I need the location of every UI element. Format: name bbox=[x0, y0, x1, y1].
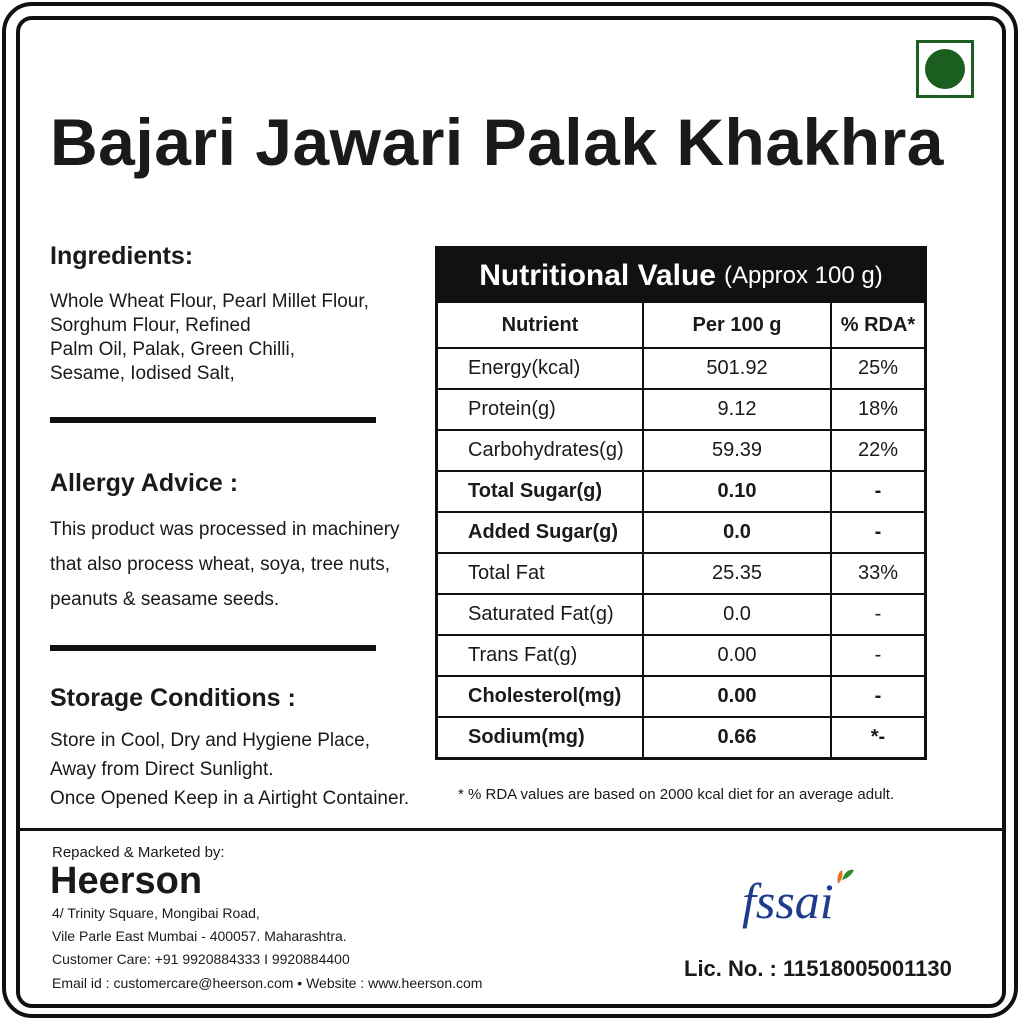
nutrition-title-note: (Approx 100 g) bbox=[723, 262, 883, 289]
table-row bbox=[438, 348, 924, 389]
contact-line: Email id : customercare@heerson.com • Website : www.heerson.com bbox=[52, 975, 483, 991]
nutrient-cell: Total Fat bbox=[438, 553, 643, 594]
ingredients-text bbox=[50, 290, 369, 386]
nutrient-cell: Cholesterol(mg) bbox=[438, 676, 643, 717]
fssai-wordmark: fssai bbox=[742, 873, 834, 929]
nutrition-grid bbox=[438, 303, 924, 757]
column-header-per100: Per 100 g bbox=[643, 303, 831, 348]
storage-line: Once Opened Keep in a Airtight Container. bbox=[50, 788, 410, 809]
rda-cell: - bbox=[831, 471, 924, 512]
ingredients-line: Palm Oil, Palak, Green Chilli, bbox=[50, 339, 295, 360]
allergy-text bbox=[50, 512, 400, 617]
footer-divider bbox=[18, 828, 1004, 831]
table-row bbox=[438, 430, 924, 471]
address-line: 4/ Trinity Square, Mongibai Road, bbox=[52, 905, 260, 921]
storage-line: Store in Cool, Dry and Hygiene Place, bbox=[50, 730, 370, 751]
ingredients-heading: Ingredients: bbox=[50, 242, 194, 270]
ingredients-line: Sorghum Flour, Refined bbox=[50, 315, 251, 336]
storage-heading: Storage Conditions : bbox=[50, 684, 296, 712]
table-row bbox=[438, 389, 924, 430]
fssai-flame-icon bbox=[838, 870, 843, 884]
veg-symbol-icon bbox=[916, 40, 974, 98]
per100-cell: 0.0 bbox=[643, 512, 831, 553]
table-row bbox=[438, 512, 924, 553]
nutrient-cell: Energy(kcal) bbox=[438, 348, 643, 389]
per100-cell: 9.12 bbox=[643, 389, 831, 430]
rda-cell: 25% bbox=[831, 348, 924, 389]
product-title: Bajari Jawari Palak Khakhra bbox=[50, 105, 944, 179]
table-header-row bbox=[438, 303, 924, 348]
section-divider bbox=[50, 417, 376, 423]
rda-cell: - bbox=[831, 512, 924, 553]
nutrient-cell: Trans Fat(g) bbox=[438, 635, 643, 676]
table-row bbox=[438, 717, 924, 757]
customer-care-line: Customer Care: +91 9920884333 I 9920884400 bbox=[52, 951, 350, 967]
allergy-line: This product was processed in machinery bbox=[50, 519, 400, 540]
nutrient-cell: Carbohydrates(g) bbox=[438, 430, 643, 471]
ingredients-line: Sesame, Iodised Salt, bbox=[50, 363, 235, 384]
nutrition-table bbox=[435, 246, 927, 760]
allergy-line: that also process wheat, soya, tree nuts, bbox=[50, 554, 391, 575]
rda-cell: - bbox=[831, 635, 924, 676]
table-row bbox=[438, 594, 924, 635]
per100-cell: 25.35 bbox=[643, 553, 831, 594]
fssai-logo bbox=[738, 866, 858, 930]
allergy-line: peanuts & seasame seeds. bbox=[50, 589, 280, 610]
per100-cell: 501.92 bbox=[643, 348, 831, 389]
per100-cell: 0.00 bbox=[643, 676, 831, 717]
company-name: Heerson bbox=[50, 860, 203, 902]
nutrition-header bbox=[438, 249, 924, 303]
rda-cell: 18% bbox=[831, 389, 924, 430]
column-header-nutrient: Nutrient bbox=[438, 303, 643, 348]
license-number: Lic. No. : 11518005001130 bbox=[684, 956, 952, 981]
ingredients-line: Whole Wheat Flour, Pearl Millet Flour, bbox=[50, 291, 369, 312]
storage-line: Away from Direct Sunlight. bbox=[50, 759, 274, 780]
nutrient-cell: Saturated Fat(g) bbox=[438, 594, 643, 635]
per100-cell: 0.10 bbox=[643, 471, 831, 512]
rda-cell: - bbox=[831, 594, 924, 635]
rda-cell: 33% bbox=[831, 553, 924, 594]
column-header-rda: % RDA* bbox=[831, 303, 924, 348]
per100-cell: 0.66 bbox=[643, 717, 831, 757]
veg-dot bbox=[925, 49, 965, 89]
rda-footnote: * % RDA values are based on 2000 kcal diet for an average adult. bbox=[458, 786, 895, 803]
nutrient-cell: Total Sugar(g) bbox=[438, 471, 643, 512]
per100-cell: 59.39 bbox=[643, 430, 831, 471]
storage-text bbox=[50, 726, 409, 813]
nutrient-cell: Added Sugar(g) bbox=[438, 512, 643, 553]
repacked-label: Repacked & Marketed by: bbox=[52, 844, 225, 861]
table-row bbox=[438, 676, 924, 717]
nutrient-cell: Protein(g) bbox=[438, 389, 643, 430]
table-row bbox=[438, 635, 924, 676]
rda-cell: - bbox=[831, 676, 924, 717]
nutrient-cell: Sodium(mg) bbox=[438, 717, 643, 757]
per100-cell: 0.0 bbox=[643, 594, 831, 635]
rda-cell: *- bbox=[831, 717, 924, 757]
per100-cell: 0.00 bbox=[643, 635, 831, 676]
rda-cell: 22% bbox=[831, 430, 924, 471]
allergy-heading: Allergy Advice : bbox=[50, 469, 239, 497]
address-line: Vile Parle East Mumbai - 400057. Maharashtra. bbox=[52, 928, 347, 944]
fssai-leaf-icon bbox=[842, 870, 854, 880]
table-row bbox=[438, 471, 924, 512]
table-row bbox=[438, 553, 924, 594]
nutrition-title: Nutritional Value bbox=[479, 259, 716, 292]
section-divider bbox=[50, 645, 376, 651]
